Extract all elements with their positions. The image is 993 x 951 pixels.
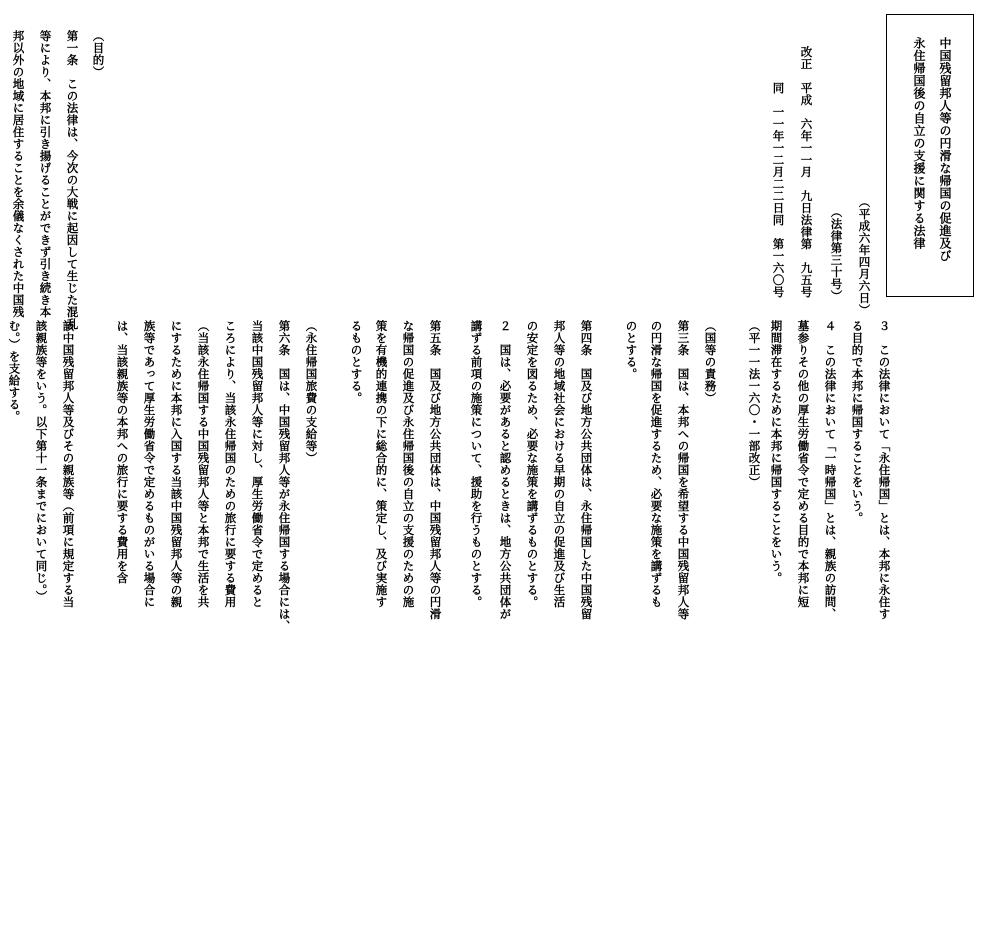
amendment-1: 改正 平成 六年一一月 九日法律第 九五号: [799, 46, 814, 298]
body-text-column: 族等であって厚生労働省令で定めるものがいる場合に: [142, 320, 157, 608]
body-text-column: のとする。: [624, 320, 639, 380]
body-text-column: ３ この法律において「永住帰国」とは、本邦に永住す: [877, 320, 892, 620]
body-text-column: るものとする。: [349, 320, 364, 404]
body-text-column: （永住帰国旅費の支給等）: [304, 320, 319, 464]
body-text-column: 邦以外の地域に居住することを余儀なくされた中国残: [11, 30, 26, 318]
law-title-line-1: 中国残留邦人等の円滑な帰国の促進及び: [938, 37, 952, 262]
law-title-line-2: 永住帰国後の自立の支援に関する法律: [912, 37, 926, 250]
body-text-column: な帰国の促進及び永住帰国後の自立の支援のための施: [401, 320, 416, 608]
body-text-column: 講ずる前項の施策について、援助を行うものとする。: [469, 320, 484, 608]
body-text-column: にするために本邦に入国する当該中国残留邦人等の親: [169, 320, 184, 608]
body-text-column: ４ この法律において「一時帰国」とは、親族の訪問、: [823, 320, 838, 620]
body-text-column: 第三条 国は、本邦への帰国を希望する中国残留邦人等: [676, 320, 691, 620]
body-text-column: の円滑な帰国を促進するため、必要な施策を講ずるも: [649, 320, 664, 608]
amendment-2: 同 一一年一二月二二日同 第一六〇号: [771, 82, 786, 298]
body-text-column: （平一一法一六〇・一部改正）: [747, 320, 762, 488]
body-text-column: む。）を支給する。: [7, 320, 22, 423]
body-text-column: は、当該親族等の本邦への旅行に要する費用を含: [115, 320, 130, 584]
body-text-column: （目的）: [91, 30, 106, 78]
body-text-column: る目的で本邦に帰国することをいう。: [850, 320, 865, 524]
law-number: （法律第三十号）: [829, 206, 844, 302]
body-text-column: 該親族等をいう。以下第十一条までにおいて同じ。）: [34, 320, 49, 603]
body-text-column: ころにより、当該永住帰国のための旅行に要する費用: [223, 320, 238, 608]
body-text-column: 第一条 この法律は、今次の大戦に起因して生じた混乱: [65, 30, 80, 330]
body-text-column: 第六条 国は、中国残留邦人等が永住帰国する場合には、: [277, 320, 292, 632]
body-text-column: 墓参りその他の厚生労働省令で定める目的で本邦に短: [796, 320, 811, 608]
title-box: [886, 14, 974, 297]
body-text-column: の安定を図るため、必要な施策を講ずるものとする。: [525, 320, 540, 608]
body-text-column: （国等の責務）: [703, 320, 718, 404]
body-text-column: 策を有機的連携の下に総合的に、策定し、及び実施す: [374, 320, 389, 608]
body-text-column: 第四条 国及び地方公共団体は、永住帰国した中国残留: [579, 320, 594, 620]
body-text-column: 邦人等の地域社会における早期の自立の促進及び生活: [552, 320, 567, 608]
body-text-column: 期間滞在するために本邦に帰国することをいう。: [769, 320, 784, 584]
body-text-column: 第五条 国及び地方公共団体は、中国残留邦人等の円滑: [428, 320, 443, 620]
body-text-column: 当該中国残留邦人等に対し、厚生労働省令で定めると: [250, 320, 265, 608]
body-text-column: ２ 国は、必要があると認めるときは、地方公共団体が: [498, 320, 513, 620]
body-text-column: （当該永住帰国する中国残留邦人等と本邦で生活を共: [196, 320, 211, 608]
body-text-column: 該中国残留邦人等及びその親族等（前項に規定する当: [61, 320, 76, 608]
enactment-date: （平成六年四月六日）: [857, 196, 872, 316]
body-text-column: 等により、本邦に引き揚げることができず引き続き本: [38, 30, 53, 318]
